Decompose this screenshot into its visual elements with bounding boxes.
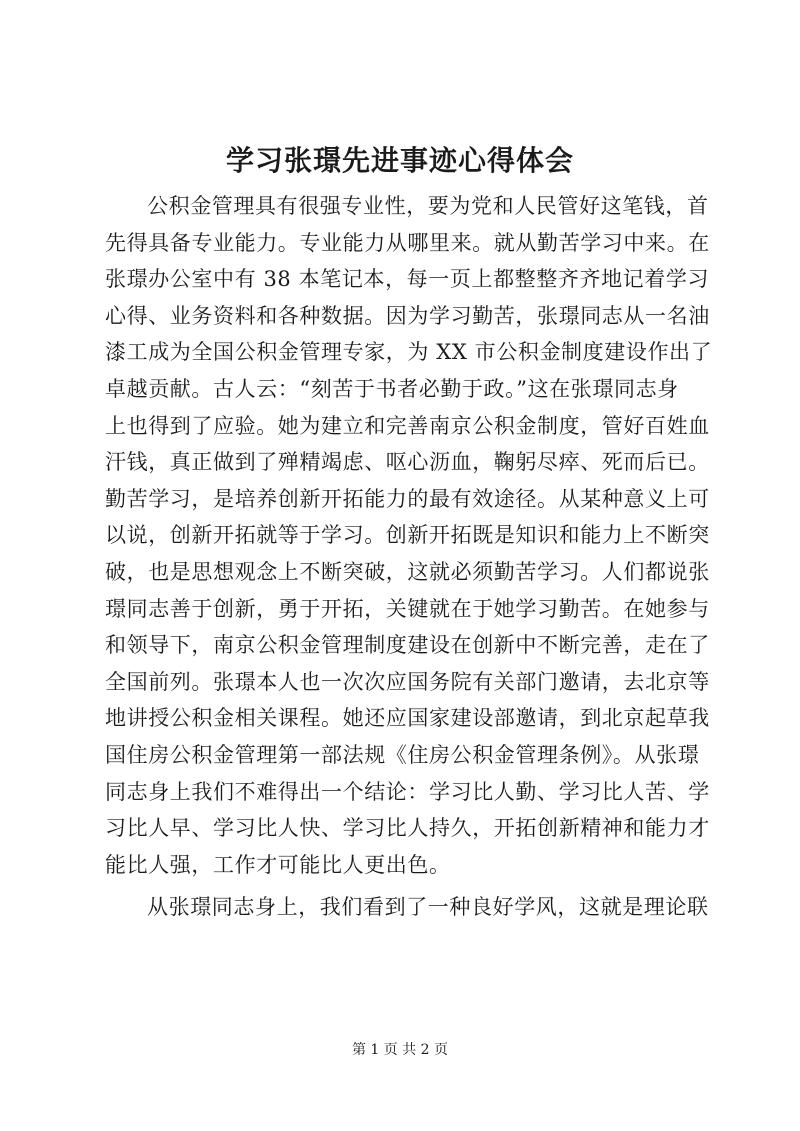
body-line: 上也得到了应验。她为建立和完善南京公积金制度，管好百姓血: [105, 413, 710, 438]
body-line: 破，也是思想观念上不断突破，这就必须勤苦学习。人们都说张: [105, 559, 710, 584]
body-line: 国住房公积金管理第一部法规《住房公积金管理条例》。从张璟: [105, 742, 700, 767]
body-line: 勤苦学习，是培养创新开拓能力的最有效途径。从某种意义上可: [105, 486, 710, 511]
body-line: 先得具备专业能力。专业能力从哪里来。就从勤苦学习中来。在: [105, 230, 710, 255]
body-line: 公积金管理具有很强专业性，要为党和人民管好这笔钱，首: [147, 194, 709, 218]
page-footer: 第 1 页 共 2 页: [351, 1042, 449, 1058]
body-line: 同志身上我们不难得出一个结论：学习比人勤、学习比人苦、学: [105, 779, 710, 804]
body-line: 能比人强，工作才可能比人更出色。: [105, 852, 451, 877]
document-body: [105, 188, 713, 926]
body-line: 璟同志善于创新，勇于开拓，关键就在于她学习勤苦。在她参与: [105, 596, 710, 621]
body-line: 和领导下，南京公积金管理制度建设在创新中不断完善，走在了: [105, 633, 710, 658]
body-line: 漆工成为全国公积金管理专家，为 XX 市公积金制度建设作出了: [105, 340, 713, 365]
body-line: 地讲授公积金相关课程。她还应国家建设部邀请，到北京起草我: [105, 706, 710, 731]
document-title: 学习张璟先进事迹心得体会: [225, 144, 574, 177]
body-line: 全国前列。张璟本人也一次次应国务院有关部门邀请，去北京等: [105, 669, 710, 694]
body-line: 习比人早、学习比人快、学习比人持久，开拓创新精神和能力才: [105, 816, 710, 841]
body-line: 卓越贡献。古人云：“刻苦于书者必勤于政。”这在张璟同志身: [105, 376, 679, 401]
body-line: 心得、业务资料和各种数据。因为学习勤苦，张璟同志从一名油: [105, 303, 710, 328]
body-line: 张璟办公室中有 38 本笔记本，每一页上都整整齐齐地记着学习: [105, 267, 710, 292]
body-line: 汗钱，真正做到了殚精竭虑、呕心沥血，鞠躬尽瘁、死而后已。: [105, 450, 710, 475]
body-line: 从张璟同志身上，我们看到了一种良好学风，这就是理论联: [147, 895, 709, 920]
body-line: 以说，创新开拓就等于学习。创新开拓既是知识和能力上不断突: [105, 523, 710, 548]
